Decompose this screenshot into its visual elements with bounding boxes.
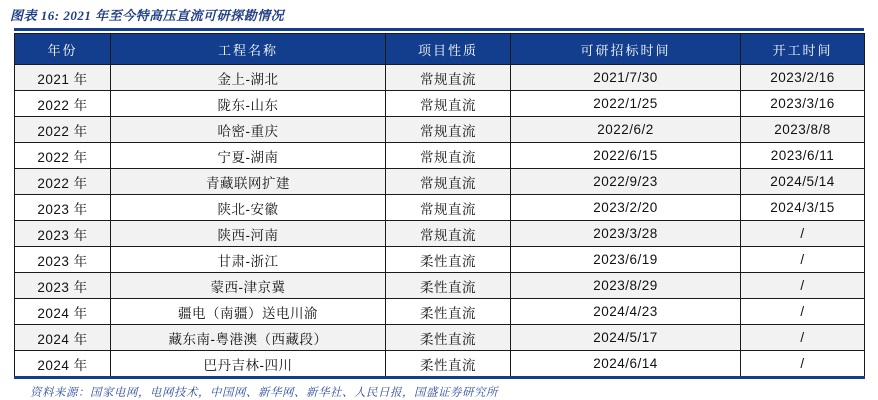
table-cell: 柔性直流: [386, 273, 511, 299]
uhv-projects-table: [14, 33, 865, 379]
table-cell: 金上-湖北: [111, 65, 386, 91]
table-cell: 2024/5/14: [741, 169, 865, 195]
table-row: [15, 65, 865, 91]
table-row: [15, 247, 865, 273]
table-cell: 巴丹吉林-四川: [111, 351, 386, 378]
table-cell: 常规直流: [386, 195, 511, 221]
table-cell: /: [741, 325, 865, 351]
table-cell: 2022/1/25: [511, 91, 741, 117]
table-cell: 2022 年: [15, 169, 111, 195]
table-container: [14, 28, 864, 379]
table-cell: 甘肃-浙江: [111, 247, 386, 273]
table-cell: 2024/6/14: [511, 351, 741, 378]
table-cell: 常规直流: [386, 169, 511, 195]
table-cell: /: [741, 299, 865, 325]
table-cell: 常规直流: [386, 117, 511, 143]
table-cell: 哈密-重庆: [111, 117, 386, 143]
figure-title: 图表 16: 2021 年至今特高压直流可研探勘情况: [10, 8, 285, 23]
table-cell: 宁夏-湖南: [111, 143, 386, 169]
table-cell: 2022 年: [15, 117, 111, 143]
table-cell: 青藏联网扩建: [111, 169, 386, 195]
table-cell: 2022/6/15: [511, 143, 741, 169]
table-cell: 2023 年: [15, 247, 111, 273]
table-row: [15, 351, 865, 378]
table-cell: 常规直流: [386, 91, 511, 117]
table-cell: 2023 年: [15, 273, 111, 299]
table-row: [15, 143, 865, 169]
table-row: [15, 91, 865, 117]
table-cell: /: [741, 351, 865, 378]
table-cell: 2021/7/30: [511, 65, 741, 91]
column-header: 可研招标时间: [511, 34, 741, 65]
table-cell: 柔性直流: [386, 351, 511, 378]
table-cell: 陕西-河南: [111, 221, 386, 247]
table-row: [15, 169, 865, 195]
table-cell: 2024 年: [15, 325, 111, 351]
table-cell: 2023 年: [15, 221, 111, 247]
column-header: 项目性质: [386, 34, 511, 65]
table-cell: /: [741, 221, 865, 247]
table-cell: 藏东南-粤港澳（西藏段）: [111, 325, 386, 351]
table-cell: 2023/8/29: [511, 273, 741, 299]
table-cell: 2024/3/15: [741, 195, 865, 221]
table-cell: 2022/6/2: [511, 117, 741, 143]
table-cell: 2023/6/11: [741, 143, 865, 169]
table-cell: 柔性直流: [386, 299, 511, 325]
table-cell: 柔性直流: [386, 325, 511, 351]
table-cell: 2022/9/23: [511, 169, 741, 195]
table-cell: /: [741, 247, 865, 273]
table-row: [15, 117, 865, 143]
table-cell: 2023/2/16: [741, 65, 865, 91]
table-cell: 常规直流: [386, 65, 511, 91]
table-row: [15, 273, 865, 299]
table-row: [15, 299, 865, 325]
table-cell: 2023/3/28: [511, 221, 741, 247]
table-cell: 蒙西-津京冀: [111, 273, 386, 299]
table-row: [15, 195, 865, 221]
table-cell: 常规直流: [386, 221, 511, 247]
table-cell: 2024 年: [15, 299, 111, 325]
table-cell: 柔性直流: [386, 247, 511, 273]
table-cell: 2021 年: [15, 65, 111, 91]
table-cell: 2024/4/23: [511, 299, 741, 325]
table-cell: 2022 年: [15, 91, 111, 117]
column-header: 工程名称: [111, 34, 386, 65]
table-row: [15, 221, 865, 247]
table-cell: 疆电（南疆）送电川渝: [111, 299, 386, 325]
table-cell: 2023/3/16: [741, 91, 865, 117]
table-cell: 2023/6/19: [511, 247, 741, 273]
table-cell: /: [741, 273, 865, 299]
column-header: 开工时间: [741, 34, 865, 65]
table-cell: 陕北-安徽: [111, 195, 386, 221]
table-header-row: [15, 34, 865, 65]
source-note: 资料来源：国家电网，电网技术，中国网、新华网、新华社、人民日报，国盛证券研究所: [30, 387, 498, 399]
table-cell: 2023/2/20: [511, 195, 741, 221]
table-cell: 陇东-山东: [111, 91, 386, 117]
table-top-rule: [14, 28, 864, 31]
table-cell: 2024 年: [15, 351, 111, 378]
table-cell: 2023 年: [15, 195, 111, 221]
table-cell: 常规直流: [386, 143, 511, 169]
table-cell: 2024/5/17: [511, 325, 741, 351]
table-row: [15, 325, 865, 351]
table-cell: 2023/8/8: [741, 117, 865, 143]
column-header: 年份: [15, 34, 111, 65]
table-cell: 2022 年: [15, 143, 111, 169]
